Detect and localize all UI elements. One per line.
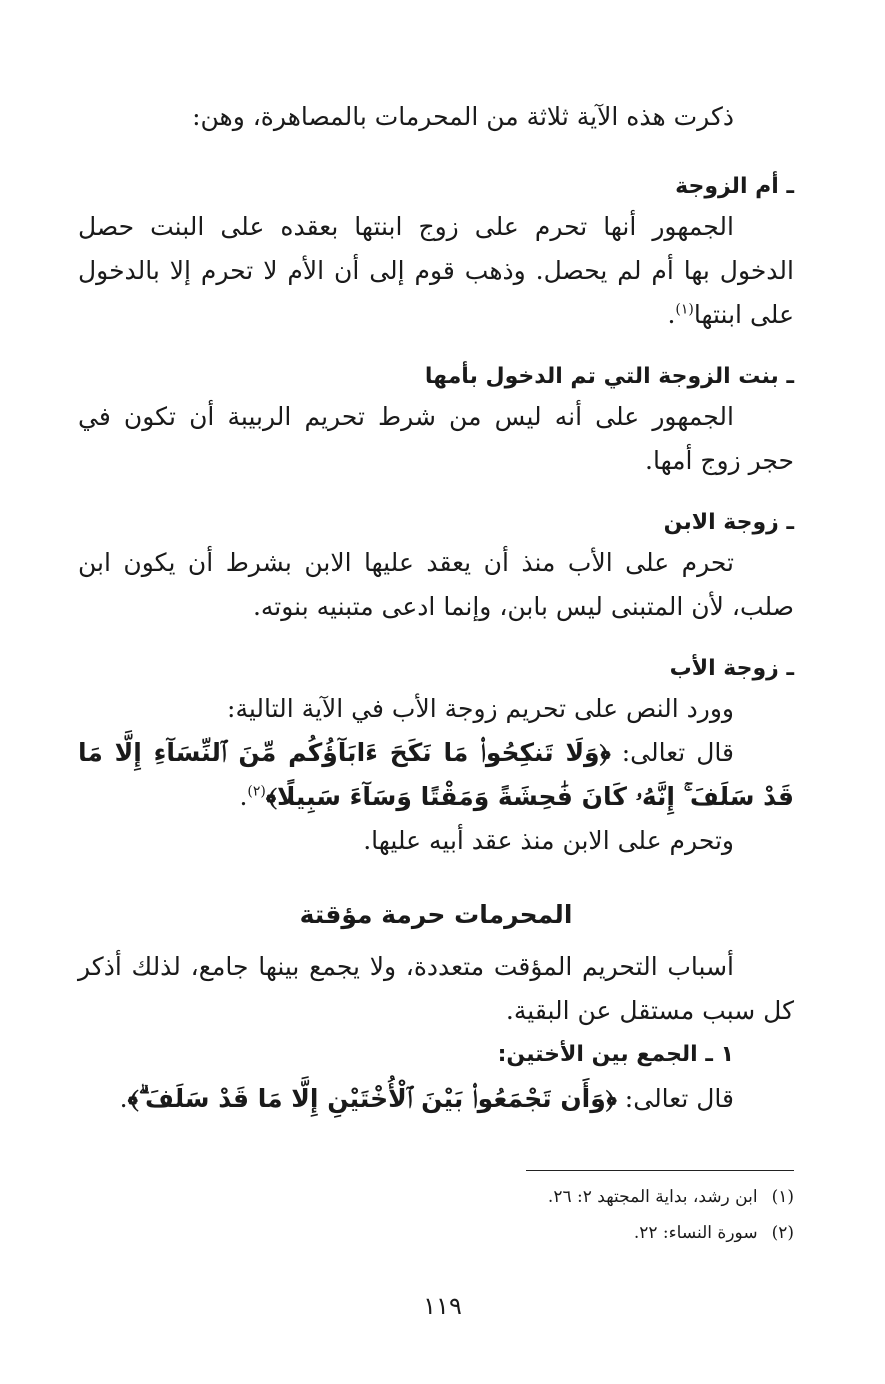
footnote-1: (١)ابن رشد، بداية المجتهد ٢: ٢٦. — [547, 1187, 794, 1207]
sub-heading-two-sisters: ١ ـ الجمع بين الأختين: — [497, 1042, 734, 1067]
paragraph-father-wife-end: وتحرم على الابن منذ عقد أبيه عليها. — [363, 826, 734, 855]
heading-father-wife: ـ زوجة الأب — [669, 656, 794, 681]
heading-stepdaughter: ـ بنت الزوجة التي تم الدخول بأمها — [424, 364, 794, 389]
intro-paragraph: ذكرت هذه الآية ثلاثة من المحرمات بالمصاهرة، وهن: — [192, 102, 734, 131]
paragraph-father-wife-intro: وورد النص على تحريم زوجة الأب في الآية التالية: — [227, 694, 734, 723]
section-title: المحرمات حرمة مؤقتة — [299, 900, 573, 929]
footnote-ref-2[interactable]: (٢) — [247, 783, 266, 800]
page-body — [78, 95, 794, 1121]
paragraph-stepdaughter: الجمهور على أنه ليس من شرط تحريم الربيبة أن تكون في حجر زوج أمها. — [78, 402, 794, 475]
footnote-ref-1[interactable]: (١) — [675, 301, 694, 318]
footnote-divider — [526, 1170, 794, 1171]
paragraph-two-sisters-quote: قال تعالى: ﴿وَأَن تَجْمَعُوا۟ بَيْنَ ٱلْأُخْتَيْنِ إِلَّا مَا قَدْ سَلَفَ ۗ﴾. — [119, 1084, 734, 1113]
quran-verse-sisters: ﴿وَأَن تَجْمَعُوا۟ بَيْنَ ٱلْأُخْتَيْنِ إِلَّا مَا قَدْ سَلَفَ ۗ﴾ — [127, 1084, 617, 1113]
paragraph-son-wife: تحرم على الأب منذ أن يعقد عليها الابن بشرط أن يكون ابن صلب، لأن المتبنى ليس بابن، وإنما ادعى متبنيه بنوته. — [78, 548, 794, 621]
quran-verse: ﴿وَلَا تَنكِحُوا۟ مَا نَكَحَ ءَابَآؤُكُم مِّنَ ٱلنِّسَآءِ إِلَّا مَا قَدْ سَلَفَ ۚ إِنَّهُۥ كَانَ فَٰحِشَةً وَمَقْتًا وَسَآءَ سَبِيلًا﴾ — [78, 738, 794, 811]
heading-son-wife: ـ زوجة الابن — [663, 510, 794, 535]
paragraph-wife-mother: الجمهور أنها تحرم على زوج ابنتها بعقده على البنت حصل الدخول بها أم لم يحصل. وذهب قوم إلى أن الأم لا تحرم إلا بالدخول على ابنتها$^{(١)}$. — [78, 212, 794, 329]
page-number: ١١٩ — [423, 1292, 462, 1320]
paragraph-temporary-intro: أسباب التحريم المؤقت متعددة، ولا يجمع بينها جامع، لذلك أذكر كل سبب مستقل عن البقية. — [78, 952, 794, 1025]
paragraph-father-wife-quote: قال تعالى: ﴿وَلَا تَنكِحُوا۟ مَا نَكَحَ ءَابَآؤُكُم مِّنَ ٱلنِّسَآءِ إِلَّا مَا قَدْ سَلَفَ ۚ إِنَّهُۥ كَانَ فَٰحِشَةً وَمَقْتًا وَسَآءَ سَبِيلًا﴾$^{(٢)}$. — [78, 738, 794, 811]
footnotes — [494, 1170, 794, 1251]
heading-wife-mother: ـ أم الزوجة — [675, 174, 794, 199]
footnote-2: (٢)سورة النساء: ٢٢. — [633, 1223, 794, 1243]
